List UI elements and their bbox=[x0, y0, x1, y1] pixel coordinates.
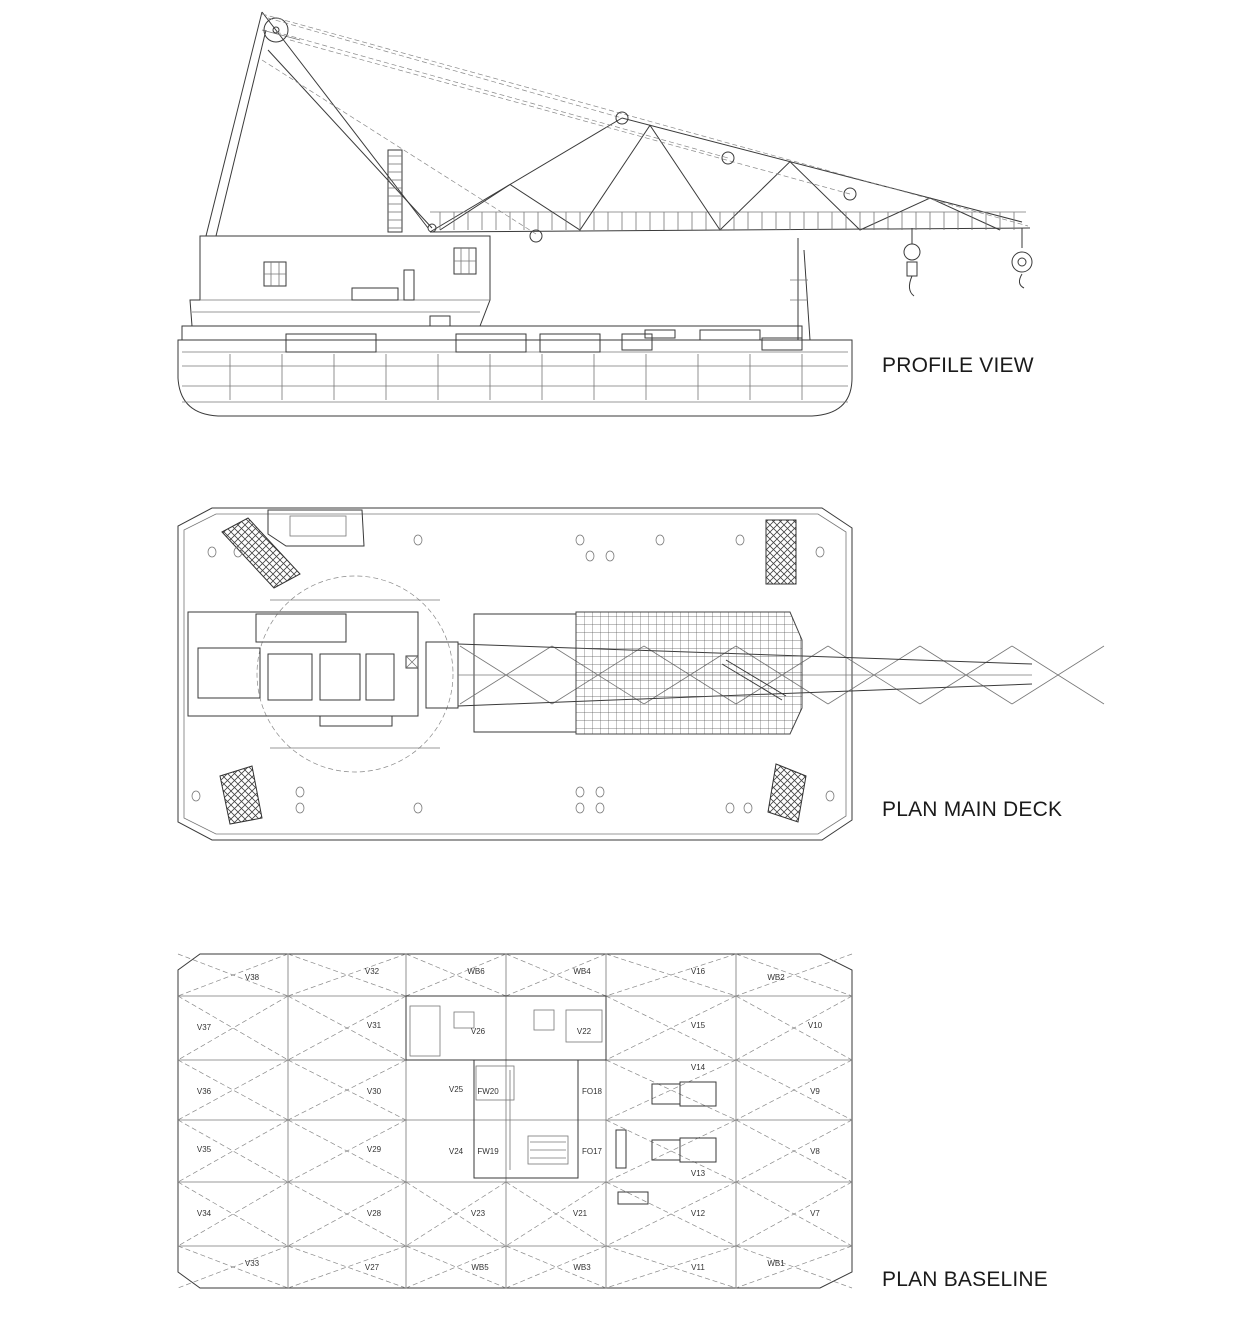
tank-label: V25 bbox=[448, 1085, 464, 1094]
tank-label: V27 bbox=[364, 1263, 380, 1272]
deck-pad-bottom-left bbox=[220, 766, 262, 824]
tank-label: V24 bbox=[448, 1147, 464, 1156]
main-deck-plan bbox=[178, 508, 1104, 840]
tank-label: V15 bbox=[690, 1021, 706, 1030]
tank-label: V26 bbox=[470, 1027, 486, 1036]
tank-label: WB5 bbox=[471, 1263, 489, 1272]
tank-label: V7 bbox=[810, 1209, 820, 1218]
profile-hull bbox=[178, 340, 852, 416]
tank-label: FW19 bbox=[477, 1147, 499, 1156]
tank-label: V31 bbox=[366, 1021, 382, 1030]
tank-label: V8 bbox=[810, 1147, 820, 1156]
tank-label: FO18 bbox=[581, 1087, 603, 1096]
tank-label: V12 bbox=[690, 1209, 706, 1218]
tank-label: V33 bbox=[244, 1259, 260, 1268]
tank-label: V36 bbox=[196, 1087, 212, 1096]
baseline-plan bbox=[178, 954, 852, 1288]
tank-label: V11 bbox=[691, 1263, 705, 1272]
tank-label: V35 bbox=[196, 1145, 212, 1154]
crane-house bbox=[190, 236, 490, 326]
tank-label: WB6 bbox=[467, 967, 485, 976]
crane-boom bbox=[262, 14, 1030, 242]
baseline-machinery bbox=[616, 1082, 716, 1204]
tank-label: WB1 bbox=[767, 1259, 785, 1268]
tank-label: V13 bbox=[690, 1169, 706, 1178]
crane-hook-blocks bbox=[904, 228, 1032, 296]
tank-label: WB2 bbox=[767, 973, 785, 982]
tank-label: V37 bbox=[196, 1023, 212, 1032]
tank-label: V38 bbox=[244, 973, 260, 982]
tank-label: WB4 bbox=[573, 967, 591, 976]
tank-label: V28 bbox=[366, 1209, 382, 1218]
deck-pad-bottom-right bbox=[768, 764, 806, 822]
tank-label: V34 bbox=[196, 1209, 212, 1218]
tank-label: V14 bbox=[690, 1063, 706, 1072]
tank-label: V9 bbox=[810, 1087, 820, 1096]
crane-a-frame bbox=[206, 12, 432, 236]
plan-main-deck-title: PLAN MAIN DECK bbox=[882, 798, 1063, 821]
tank-label: V10 bbox=[807, 1021, 823, 1030]
deck-pad-top-right bbox=[766, 520, 796, 584]
tank-label: WB3 bbox=[573, 1263, 591, 1272]
profile-deck-equipment bbox=[182, 238, 810, 352]
tank-label: V29 bbox=[366, 1145, 382, 1154]
tank-label: FW20 bbox=[477, 1087, 499, 1096]
tank-label: V22 bbox=[576, 1027, 592, 1036]
tank-label: V16 bbox=[690, 967, 706, 976]
boom-rest-grating bbox=[576, 612, 802, 734]
tank-label: FO17 bbox=[581, 1147, 603, 1156]
tank-label: V30 bbox=[366, 1087, 382, 1096]
tank-label: V32 bbox=[364, 967, 380, 976]
tank-label: V21 bbox=[572, 1209, 588, 1218]
tank-label: V23 bbox=[470, 1209, 486, 1218]
plan-baseline-title: PLAN BASELINE bbox=[882, 1268, 1049, 1291]
profile-view-title: PROFILE VIEW bbox=[882, 354, 1034, 377]
